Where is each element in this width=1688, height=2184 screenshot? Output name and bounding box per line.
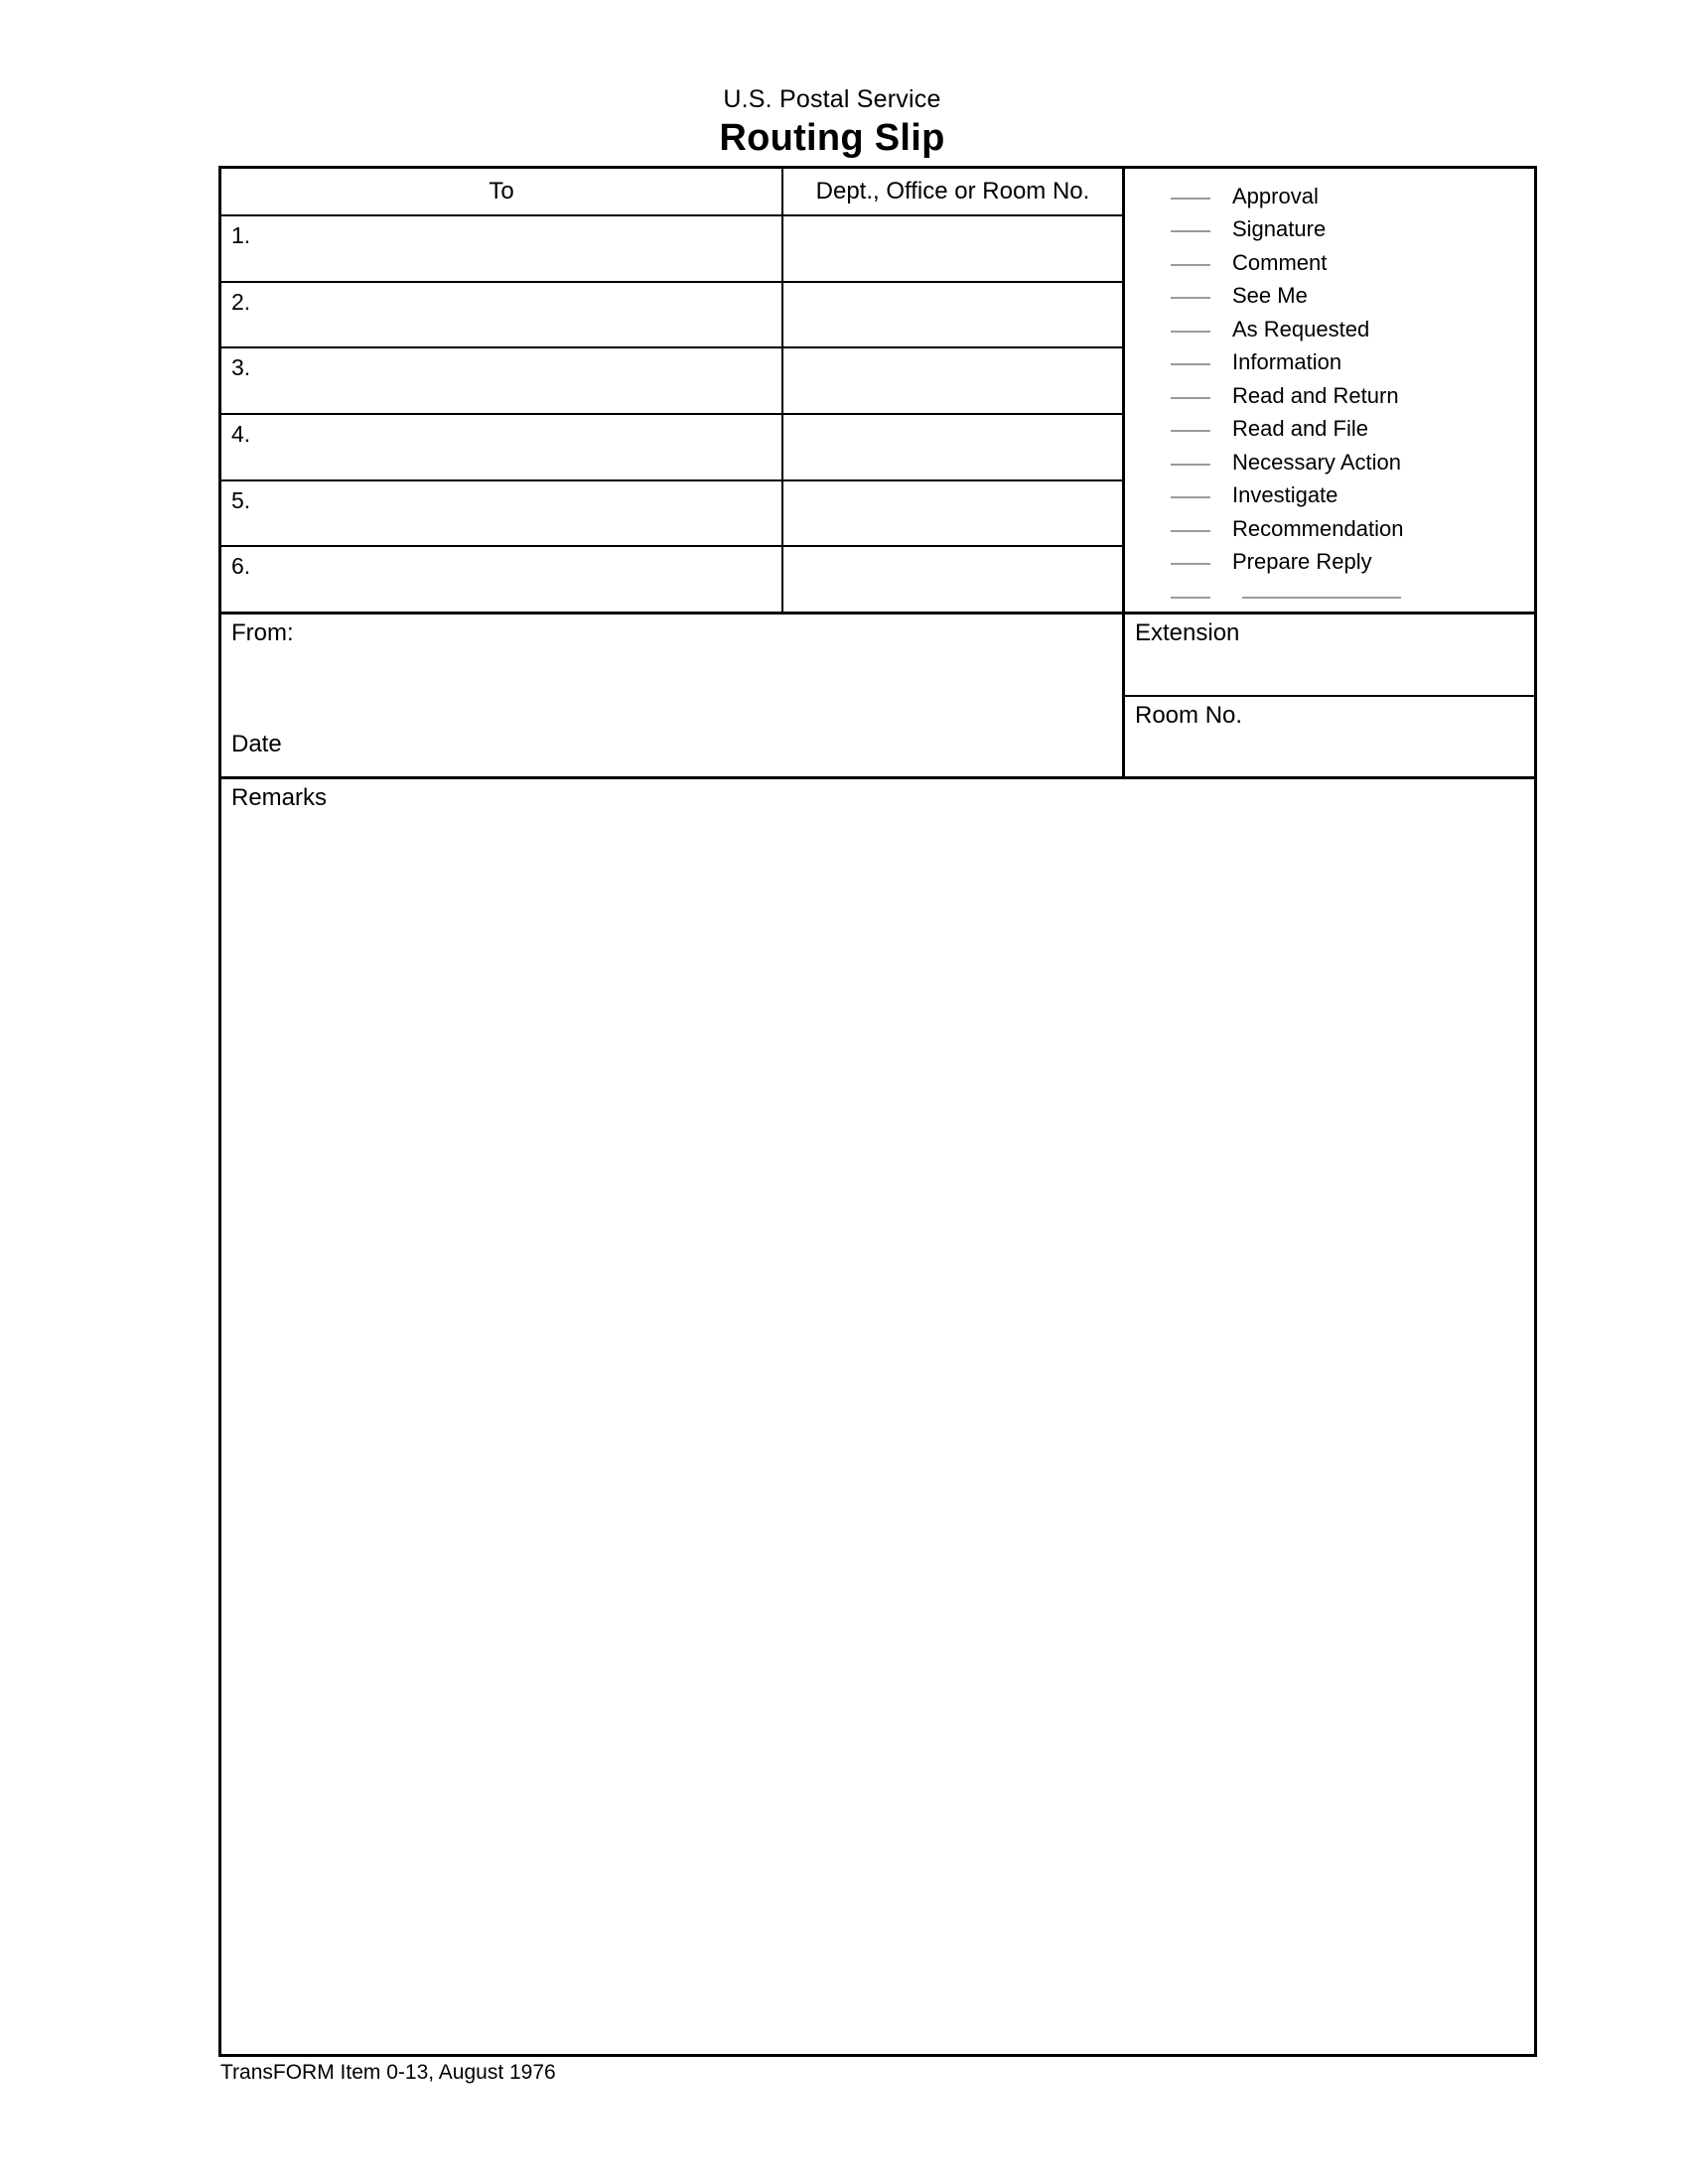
check-blank-line[interactable] [1171,363,1210,365]
checklist-item-label: See Me [1232,283,1308,309]
remarks-label: Remarks [231,784,328,811]
room-no-field[interactable] [1125,697,1534,776]
checklist-item-label: Necessary Action [1232,449,1401,475]
check-blank-line[interactable] [1171,464,1210,466]
checklist-item-label: Read and File [1232,416,1368,442]
check-blank-line[interactable] [1171,563,1210,565]
date-label: Date [231,731,282,757]
checklist-item-label: Signature [1232,216,1327,242]
dept-row-cell[interactable] [783,283,1122,349]
to-row-cell[interactable] [221,216,781,283]
page-title: Routing Slip [719,117,945,159]
to-row-cell[interactable] [221,481,781,548]
checklist-item-label: Information [1232,349,1342,375]
extension-label: Extension [1135,619,1240,646]
checklist-row [1125,312,1534,345]
dept-row-cell[interactable] [783,216,1122,283]
checklist-item-label: Approval [1232,183,1319,208]
dept-row-cell[interactable] [783,415,1122,481]
agency-name: U.S. Postal Service [723,85,941,113]
dept-row-cell[interactable] [783,547,1122,612]
checklist-item-label: Recommendation [1232,515,1404,541]
checklist-row [1125,545,1534,579]
checklist-item-label: Investigate [1232,482,1338,508]
checklist-row [1125,245,1534,279]
dept-column [783,169,1125,612]
check-blank-line[interactable] [1171,430,1210,432]
checklist-row [1125,179,1534,212]
check-blank-line[interactable] [1171,496,1210,498]
checklist-row [1125,478,1534,512]
to-row-number: 4. [231,421,251,448]
checklist-row [1125,279,1534,313]
check-blank-line[interactable] [1171,597,1210,599]
check-blank-line[interactable] [1171,397,1210,399]
routing-table [221,169,1534,614]
form-header [0,85,1664,160]
form-item-number: TransFORM Item 0-13, August 1976 [220,2061,556,2084]
check-blank-line[interactable] [1171,331,1210,333]
checklist-row [1125,212,1534,246]
checklist-row [1125,378,1534,412]
check-blank-line[interactable] [1171,297,1210,299]
extension-room-stack [1125,614,1534,776]
to-column-header: To [221,169,781,216]
to-row-number: 3. [231,354,251,381]
checklist-blank-row [1125,578,1534,612]
to-column [221,169,783,612]
routing-slip-form [218,166,1537,2057]
from-label: From: [231,619,294,646]
action-checklist [1125,169,1534,612]
remarks-field[interactable] [221,779,1534,2054]
dept-row-cell[interactable] [783,481,1122,548]
to-row-cell[interactable] [221,547,781,612]
checklist-row [1125,412,1534,446]
to-row-cell[interactable] [221,348,781,415]
checklist-row [1125,511,1534,545]
checklist-item-label: As Requested [1232,316,1370,341]
check-blank-line[interactable] [1171,264,1210,266]
checklist-row [1125,445,1534,478]
checklist-item-label: Prepare Reply [1232,549,1372,575]
to-row-number: 5. [231,486,251,513]
to-row-cell[interactable] [221,283,781,349]
to-row-number: 1. [231,222,251,248]
from-field[interactable] [221,614,1125,776]
to-row-number: 2. [231,288,251,315]
dept-row-cell[interactable] [783,348,1122,415]
check-blank-line[interactable] [1171,230,1210,232]
check-blank-line[interactable] [1171,198,1210,200]
checklist-item-label: Comment [1232,249,1328,275]
checklist-item-label: Read and Return [1232,382,1399,408]
to-row-number: 6. [231,553,251,580]
dept-column-header: Dept., Office or Room No. [783,169,1122,216]
check-blank-line[interactable] [1171,530,1210,532]
write-in-blank-line[interactable] [1242,597,1401,599]
extension-field[interactable] [1125,614,1534,697]
sender-section [221,614,1534,779]
to-row-cell[interactable] [221,415,781,481]
room-no-label: Room No. [1135,702,1243,729]
checklist-row [1125,345,1534,379]
